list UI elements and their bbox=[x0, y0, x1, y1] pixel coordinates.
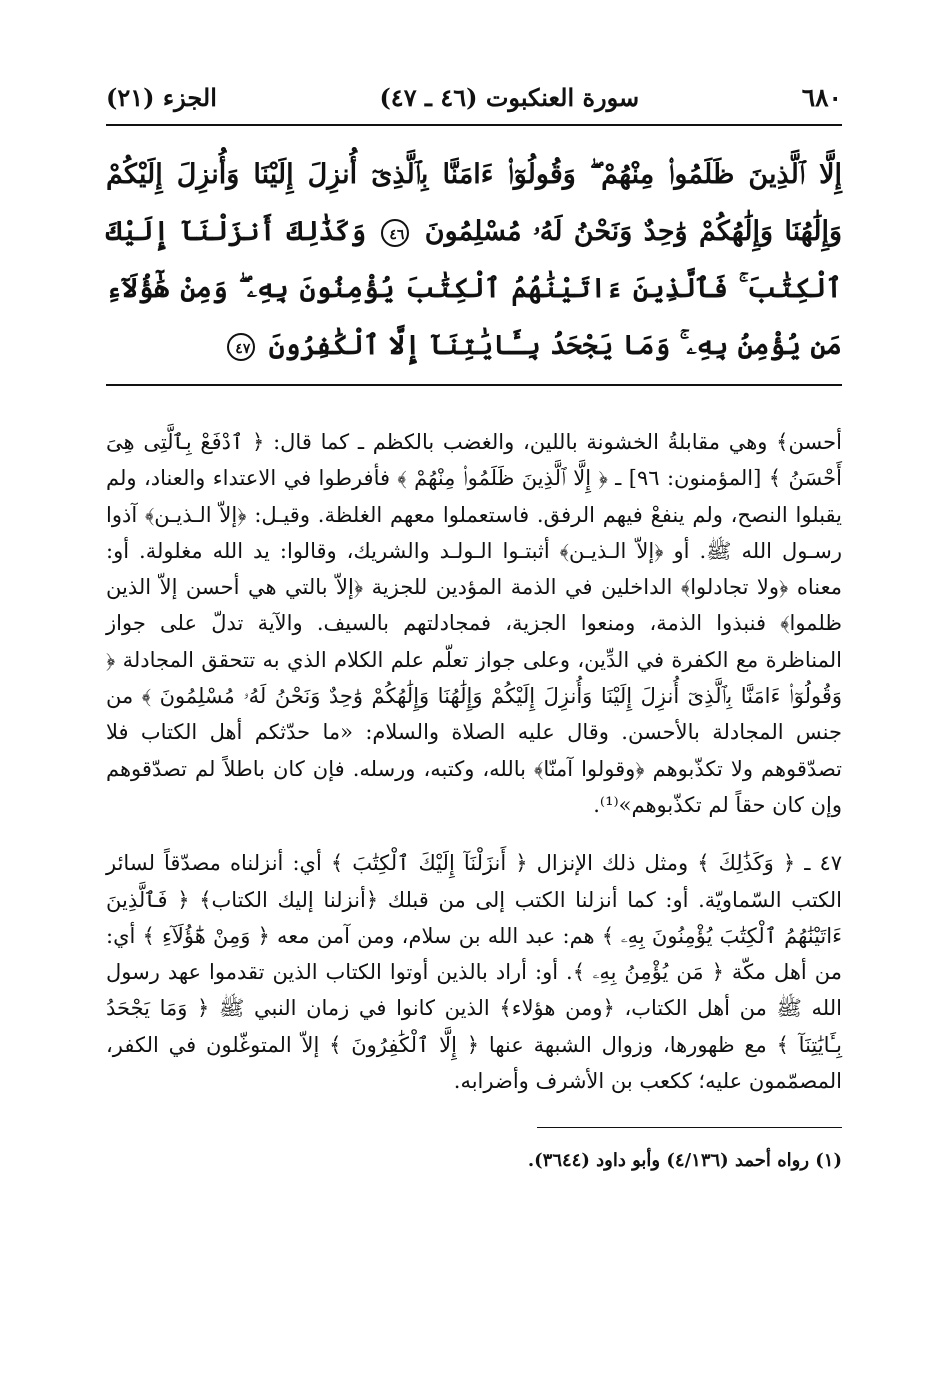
verse-47-text: وَكَذَٰلِكَ أَنزَلْنَآ إِلَيْكَ ٱلْكِتَٰبَ ۚ فَٱلَّذِينَ ءَاتَيْنَٰهُمُ ٱلْكِتَٰبَ يُؤْمِنُونَ بِهِۦ ۖ وَمِنْ هَٰٓؤُلَآءِ مَن يُؤْمِنُ بِهِۦ ۚ وَمَا يَجْحَدُ بِـَٔايَٰتِنَآ إِلَّا ٱلْكَٰفِرُونَ bbox=[106, 216, 842, 361]
juz-label: الجزء (٢١) bbox=[106, 83, 217, 112]
commentary-paragraph-2: ٤٧ ـ ﴿ وَكَذَٰلِكَ ﴾ ومثل ذلك الإنزال ﴿ أَنزَلْنَآ إِلَيْكَ ٱلْكِتَٰبَ ﴾ أي: أنزلناه مصدّقاً لسائر الكتب السّماويّة. أو: كما أنزلنا الكتب إلى من قبلك ﴿أنزلنا إليك الكتاب﴾ ﴿ فَٱلَّذِينَ ءَاتَيْنَٰهُمُ ٱلْكِتَٰبَ يُؤْمِنُونَ بِهِۦ ﴾ هم: عبد الله بن سلام، ومن آمن معه ﴿ وَمِنْ هَٰٓؤُلَآءِ ﴾ أي: من أهل مكّة ﴿ مَن يُؤْمِنُ بِهِۦ ﴾. أو: أراد بالذين أوتوا الكتاب الذين تقدموا عهد رسول الله ﷺ من أهل الكتاب، ﴿ومن هؤلاء﴾ الذين كانوا في زمان النبي ﷺ ﴿ وَمَا يَجْحَدُ بِـَٔايَٰتِنَآ ﴾ مع ظهورها، وزوال الشبهة عنها ﴿ إِلَّا ٱلْكَٰفِرُونَ ﴾ إلاّ المتوغّلون في الكفر، المصمّمون عليه؛ ككعب بن الأشرف وأضرابه. bbox=[106, 851, 842, 1094]
verse-rule bbox=[106, 384, 842, 386]
quran-verses bbox=[106, 126, 842, 380]
page-number: ٦٨٠ bbox=[801, 83, 842, 112]
running-header bbox=[106, 78, 842, 118]
ayah-number-47: ٤٧ bbox=[227, 333, 255, 361]
tafsir-commentary bbox=[106, 424, 842, 1099]
footnote: (١) رواه أحمد (٤/١٣٦) وأبو داود (٣٦٤٤). bbox=[527, 1150, 842, 1172]
footnote-rule bbox=[537, 1127, 842, 1128]
commentary-paragraph-1: أحسن﴾ وهي مقابلةُ الخشونة باللين، والغضب بالكظم ـ كما قال: ﴿ ٱدْفَعْ بِٱلَّتِى هِىَ أَحْسَنُ ﴾ [المؤمنون: ٩٦] ـ ﴿ إِلَّا ٱلَّذِينَ ظَلَمُوا۟ مِنْهُمْ ﴾ فأفرطوا في الاعتداء والعناد، ولم يقبلوا النصح، ولم ينفعْ فيهم الرفق. فاستعملوا معهم الغلظة. وقيـل: ﴿إلاّ الـذيـن﴾ آذوا رسـول الله ﷺ. أو ﴿إلاّ الـذيـن﴾ أثبتـوا الـولـد والشريك، وقالوا: يد الله مغلولة. أو: معناه ﴿ولا تجادلوا﴾ الداخلين في الذمة المؤدين للجزية ﴿إلاّ بالتي هي أحسن إلاّ الذين ظلموا﴾ فنبذوا الذمة، ومنعوا الجزية، فمجادلتهم بالسيف. والآية تدلّ على جواز المناظرة مع الكفرة في الدِّين، وعلى جواز تعلّم علم الكلام الذي به تتحقق المجادلة ﴿ وَقُولُوٓا۟ ءَامَنَّا بِٱلَّذِىٓ أُنزِلَ إِلَيْنَا وَأُنزِلَ إِلَيْكُمْ وَإِلَٰهُنَا وَإِلَٰهُكُمْ وَٰحِدٌ وَنَحْنُ لَهُۥ مُسْلِمُونَ ﴾ من جنس المجادلة بالأحسن. وقال عليه الصلاة والسلام: «ما حدّثكم أهل الكتاب فلا تصدّقوهم ولا تكذّبوهم ﴿وقولوا آمنّا﴾ بالله، وكتبه، ورسله. فإن كان باطلاً لم تصدّقوهم وإن كان حقاً لم تكذّبوهم»⁽¹⁾. bbox=[106, 430, 842, 817]
verse-46-text: إِلَّا ٱلَّذِينَ ظَلَمُوا۟ مِنْهُمْ ۖ وَقُولُوٓا۟ ءَامَنَّا بِٱلَّذِىٓ أُنزِلَ إِلَيْنَا وَأُنزِلَ إِلَيْكُمْ وَإِلَٰهُنَا وَإِلَٰهُكُمْ وَٰحِدٌ وَنَحْنُ لَهُۥ مُسْلِمُونَ bbox=[106, 159, 842, 247]
ayah-number-46: ٤٦ bbox=[381, 219, 409, 247]
surah-title: سورة العنكبوت (٤٦ ـ ٤٧) bbox=[379, 83, 640, 112]
